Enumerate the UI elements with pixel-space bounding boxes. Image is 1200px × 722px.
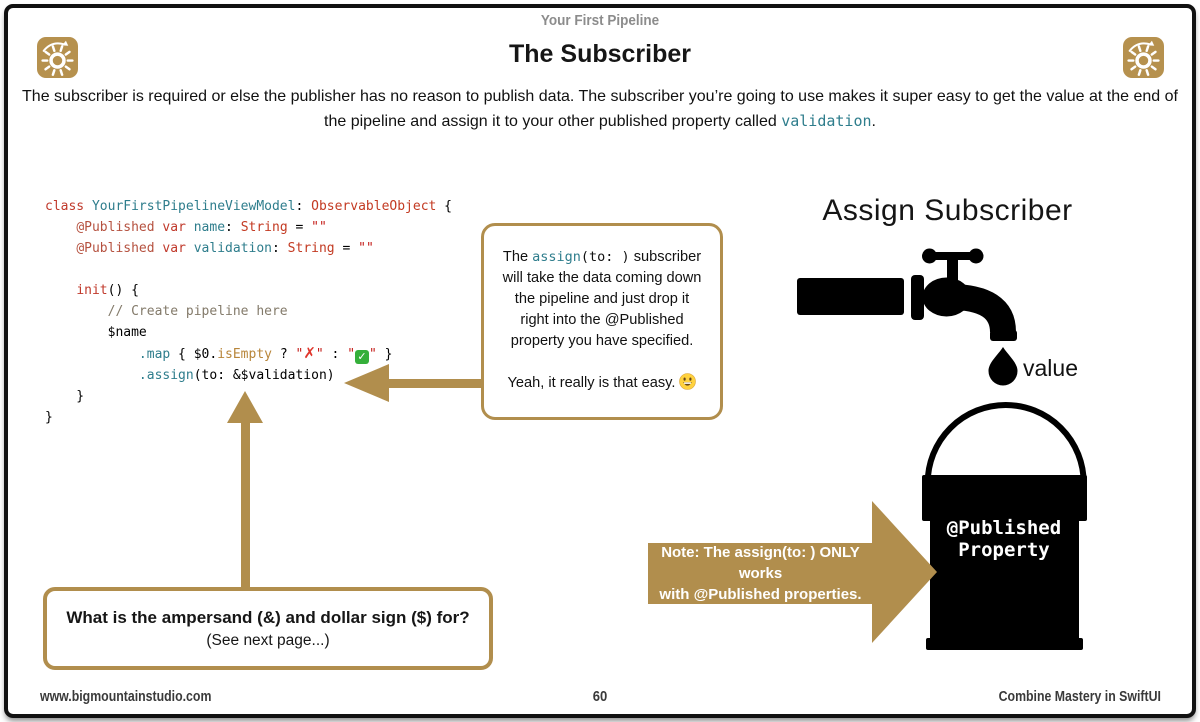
chapter-label: Your First Pipeline <box>540 12 660 29</box>
callout-line: the pipeline and just drop it <box>514 291 690 307</box>
arrow-question-to-code-head <box>227 391 263 423</box>
intro-line-1: The subscriber is required or else the publisher has no reason to publish data. The subscriber you’re going to use makes it super easy to get the value at the end of <box>22 88 1178 105</box>
faucet-pipe <box>797 249 1018 386</box>
cross-mark-emoji: ✗ <box>303 344 316 362</box>
bucket-label-line1: @Published <box>946 517 1062 539</box>
question-subtitle: (See next page...) <box>206 632 330 649</box>
faucet-illustration <box>790 240 1030 390</box>
intro-paragraph <box>0 85 1200 134</box>
diagram-heading: Assign Subscriber <box>822 194 1073 227</box>
bucket-illustration <box>915 395 1095 655</box>
arrow-callout-to-code-shaft <box>385 379 481 388</box>
code-line: // Create pipeline here <box>107 304 288 319</box>
sun-gear-refresh-icon <box>37 37 78 78</box>
note-line-2: with @Published properties. <box>659 586 862 603</box>
page-title: The Subscriber <box>509 40 691 68</box>
intro-line-2: the pipeline and assign it to your other published property called validation. <box>324 112 876 130</box>
callout-line: right into the @Published <box>520 312 684 328</box>
check-mark-emoji: ✓ <box>355 350 369 364</box>
callout-line: will take the data coming down <box>502 270 702 286</box>
bucket-label-line2: Property <box>958 539 1050 561</box>
note-arrow-body <box>648 543 873 604</box>
sun-gear-icon-glyph <box>37 37 78 78</box>
code-line: .map { $0.isEmpty ? "✗" : " ✓ " } <box>138 344 393 363</box>
callout-line: The assign(to: ) subscriber <box>502 249 702 265</box>
bucket-body <box>922 475 1087 650</box>
assign-callout-box <box>481 223 723 420</box>
arrow-question-to-code-shaft <box>241 421 250 588</box>
callout-tagline: Yeah, it really is that easy. <box>484 373 720 394</box>
inline-code-validation: validation <box>781 112 872 130</box>
footer-page-number: 60 <box>592 689 608 705</box>
code-line: class YourFirstPipelineViewModel: ObservableObject { <box>45 199 453 214</box>
sun-gear-icon-glyph <box>1123 37 1164 78</box>
code-line: $name <box>45 325 147 340</box>
note-line-1: Note: The assign(to: ) ONLY works <box>661 544 860 582</box>
water-drop <box>989 347 1018 386</box>
sun-gear-refresh-icon <box>1123 37 1164 78</box>
code-line <box>45 259 452 280</box>
code-line: @Published var name: String = "" <box>76 220 327 235</box>
footer-website: www.bigmountainstudio.com <box>40 689 212 705</box>
code-line: } <box>45 389 85 404</box>
arrow-callout-to-code-head <box>344 364 389 402</box>
value-label: value <box>1023 355 1078 381</box>
code-line: .assign(to: &$validation) <box>138 368 335 383</box>
question-title: What is the ampersand (&) and dollar sign ($) for? <box>66 608 470 627</box>
footer-book-title: Combine Mastery in SwiftUI <box>998 689 1161 705</box>
grinning-face-emoji-icon <box>679 373 696 390</box>
note-arrow-head <box>872 501 937 643</box>
callout-line: property you have specified. <box>510 333 694 349</box>
code-line: } <box>45 410 53 425</box>
code-line: init() { <box>76 283 139 298</box>
question-box <box>43 587 493 670</box>
code-line: @Published var validation: String = "" <box>76 241 374 256</box>
